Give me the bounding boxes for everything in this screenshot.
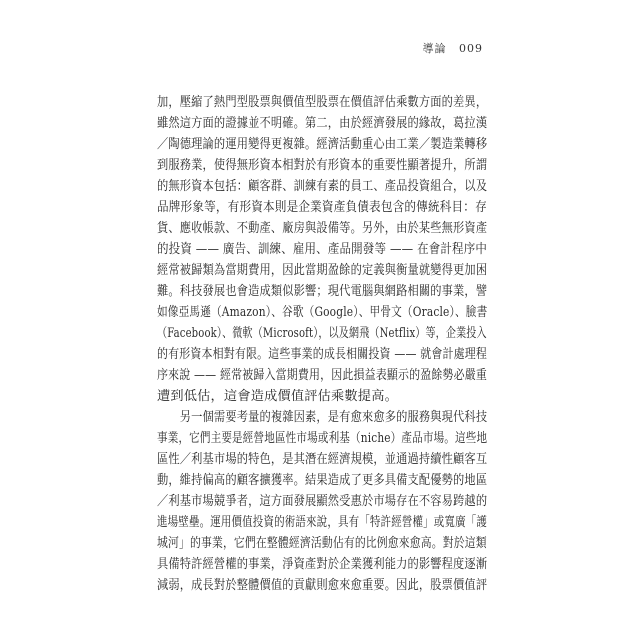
text-line: 區性／利基市場的特色，是其潛在經濟規模，並通過持續性顧客互 [157,452,488,467]
text-line: 城河」的事業，它們在整體經濟活動佔有的比例愈來愈高。對於這類 [157,536,487,551]
text-line: 加，壓縮了熱門型股票與價值型股票在價值評估乘數方面的差異， [157,95,488,110]
text-line: 減弱，成長對於整體價值的貢獻則愈來愈重要。因此，股票價值評 [157,578,488,593]
section-title: 導論 [422,42,447,55]
body-text [157,92,487,596]
text-line: 遭到低估，這會造成價值評估乘數提高。 [157,389,398,404]
text-line: 進場壁壘。運用價值投資的術語來說，具有「特許經營權」或寬廣「護 [157,515,488,530]
text-line: 到服務業，使得無形資本相對於有形資本的重要性顯著提升，所謂 [157,158,488,173]
text-line: 經常被歸類為當期費用，因此當期盈餘的定義與衡量就變得更加困 [157,263,488,278]
text-line: 事業，它們主要是經營地區性市場或利基（niche）產品市場。這些地 [157,431,488,446]
text-line: 動，維持偏高的顧客擴獲率。結果造成了更多具備支配優勢的地區 [157,473,488,488]
text-line: ／利基市場競爭者，這方面發展顯然受惠於市場存在不容易跨越的 [157,494,488,509]
text-line: 的投資 —— 廣告、訓練、雇用、產品開發等 —— 在會計程序中 [157,242,488,257]
text-line: 具備特許經營權的事業，淨資產對於企業獲利能力的影響程度逐漸 [157,557,488,572]
text-line: 的有形資本相對有限。這些事業的成長相關投資 —— 就會計處理程 [157,347,488,362]
text-line: 另一個需要考量的複雜因素，是有愈來愈多的服務與現代科技 [157,410,488,425]
text-line: 如像亞馬遜（Amazon）、谷歌（Google）、甲骨文（Oracle）、臉書 [157,305,488,320]
running-header [423,40,484,56]
text-line: 難。科技發展也會造成類似影響；現代電腦與網路相關的事業，譬 [157,284,488,299]
text-line: 序來說 —— 經常被歸入當期費用，因此損益表顯示的盈餘勢必嚴重 [157,368,488,383]
text-line: 品牌形象等，有形資本則是企業資產負債表包含的傳統科目：存 [157,200,487,215]
text-line: 貨、應收帳款、不動產、廠房與設備等。另外，由於某些無形資產 [157,221,488,236]
text-line: （Facebook）、微軟（Microsoft），以及網飛（Netflix）等，企業投入 [157,326,487,341]
text-line: 的無形資本包括：顧客群、訓練有素的員工、產品投資組合，以及 [157,179,488,194]
text-line: 雖然這方面的證據並不明確。第二，由於經濟發展的緣故，葛拉漢 [157,116,488,131]
text-line: ／陶德理論的運用變得更複雜。經濟活動重心由工業／製造業轉移 [157,137,488,152]
page-number: 009 [459,42,483,55]
